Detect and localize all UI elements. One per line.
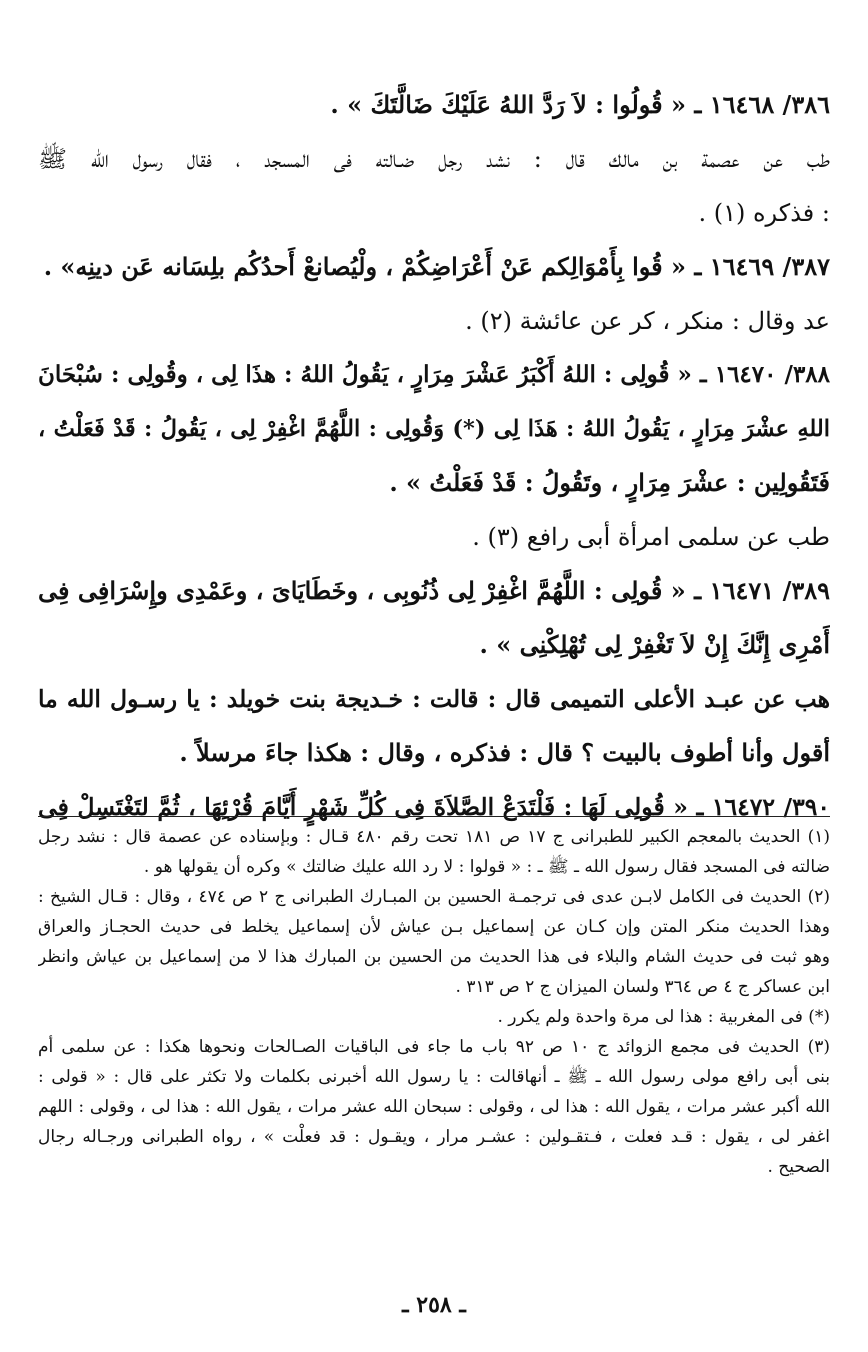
footnotes — [38, 822, 830, 1182]
footnote-3-line-3: الله أكبر عشر مرات ، يقول الله : هذا لى ، وقولى : سبحان الله عشر مرات ، يقول الله : هذا لى ، وقولى : اللهم — [38, 1097, 830, 1117]
hadith-388-line-1: ٣٨٨/ ١٦٤٧٠ ـ « قُولِى : اللهُ أَكْبَرُ عَشْرَ مِرَارٍ ، يَقُولُ اللهُ : هذَا لِى ، وقُولِى : سُبْحَانَ — [38, 361, 830, 388]
footnote-divider — [38, 816, 830, 817]
page-number: ـ ٢٥٨ ـ — [402, 1292, 466, 1318]
hadith-390-line-1: ٣٩٠/ ١٦٤٧٢ ـ « قُولِى لَهَا : فَلْتَدَعْ الصَّلاَةَ فِى كُلِّ شَهْرٍ أَيَّامَ قُرْئِهَا ، ثُمَّ لتَغْتَسِلْ فِى — [38, 793, 830, 821]
footnote-3-line-2: بنى أبى رافع مولى رسول الله ـ ﷺ ـ أنهاقالت : يا رسول الله أخبرنى بكلمات ولا تكثر على قال : « قولى : — [38, 1067, 830, 1087]
chain-389-line-2: أقول وأنا أطوف بالبيت ؟ قال : فذكره ، وقال : هكذا جاءَ مرسلاً . — [179, 738, 830, 767]
chain-387-line: عد وقال : منكر ، كر عن عائشة (٢) . — [465, 307, 830, 335]
footnote-star-line: (*) فى المغربية : هذا لى مرة واحدة ولم يكرر . — [497, 1007, 830, 1027]
footnote-1-line-1: (١) الحديث بالمعجم الكبير للطبرانى ج ١٧ ص ١٨١ تحت رقم ٤٨٠ قـال : وبإسناده عن عصمة قال : نشد رجل — [38, 827, 830, 847]
footnote-2-line-1: (٢) الحديث فى الكامل لابـن عدى فى ترجمـة الحسين بن المبـارك الطبرانى ج ٢ ص ٤٧٤ ، وقال : قـال الشيخ : — [38, 887, 830, 907]
hadith-389-line-2: أَمْرِى إِنَّكَ إِنْ لاَ تَغْفِرْ لِى تُهْلِكْنِى » . — [479, 630, 830, 659]
hadith-388-line-2: اللهِ عشْرَ مِرَارٍ ، يَقُولُ اللهُ : هَذَا لِى (*) وَقُولِى : اللَّهُمَّ اغْفِرْ لِى ، يَقُولُ : قَدْ فَعَلْتُ ، — [38, 416, 830, 442]
footnote-3-line-4: اغفر لى ، يقول : قـد فعلت ، فـتقـولين : عشـر مرار ، ويقـول : قد فعلْت » ، رواه الطبرانى ورجـاله رجال — [38, 1127, 830, 1147]
footnote-2-line-2: وهذا الحديث منكر المتن وإن كـان عن إسماعيل بـن عياش لأن إسماعيل يخلط فى حديث الحجـاز والعراق — [38, 917, 830, 937]
hadith-386-line: ٣٨٦/ ١٦٤٦٨ ـ « قُولُوا : لاَ رَدَّ اللهُ عَلَيْكَ ضَالَّتَكَ » . — [330, 90, 830, 119]
hadith-387-line: ٣٨٧/ ١٦٤٦٩ ـ « قُوا بِأَمْوَالِكم عَنْ أَعْرَاضِكُمْ ، ولْيُصانعْ أَحدُكُم بلِسَانه عَن دينِه» . — [43, 252, 830, 281]
chain-388-line: طب عن سلمى امرأة أبى رافع (٣) . — [472, 523, 830, 551]
chain-386-line-1: طب عن عصمة بن مالك قال : نشد رجل ضـالته فى المسجد ، فقال رسول الله ﷺ — [38, 145, 830, 173]
chain-389-line-1: هب عن عبـد الأعلى التميمى قال : قالت : خـديجة بنت خويلد : يا رسـول الله ما — [38, 685, 830, 713]
footnote-2-line-4: ابن عساكر ج ٤ ص ٣٦٤ ولسان الميزان ج ٢ ص ٣١٣ . — [455, 977, 830, 997]
hadith-388-line-3: فَتَقُولِين : عشْرَ مِرَارٍ ، وتَقُولُ : قَدْ فَعَلْتُ » . — [389, 468, 830, 497]
hadith-389-line-1: ٣٨٩/ ١٦٤٧١ ـ « قُولِى : اللَّهُمَّ اغْفِرْ لِى ذُنُوبِى ، وخَطَايَاىَ ، وعَمْدِى وإِسْرَافِى فِى — [38, 576, 830, 605]
chain-386-line-2: : فذكره (١) . — [698, 199, 830, 227]
footnote-2-line-3: وهو ثبت فى حديث الشام والبلاء فى هذا الحديث من الحسين بن المبارك هذا لا من إسماعيل بن عياش وانظر — [38, 947, 830, 967]
main-text — [38, 78, 830, 834]
footnote-3-line-1: (٣) الحديث فى مجمع الزوائد ج ١٠ ص ٩٢ باب ما جاء فى الباقيات الصـالحات ونحوها هكذا : عن سلمى أم — [38, 1037, 830, 1057]
footnote-1-line-2: ضالته فى المسجد فقال رسول الله ـ ﷺ ـ : « قولوا : لا رد الله عليك ضالتك » وكره أن يقولها هو . — [143, 857, 830, 877]
footnote-3-line-5: الصحيح . — [767, 1157, 830, 1177]
